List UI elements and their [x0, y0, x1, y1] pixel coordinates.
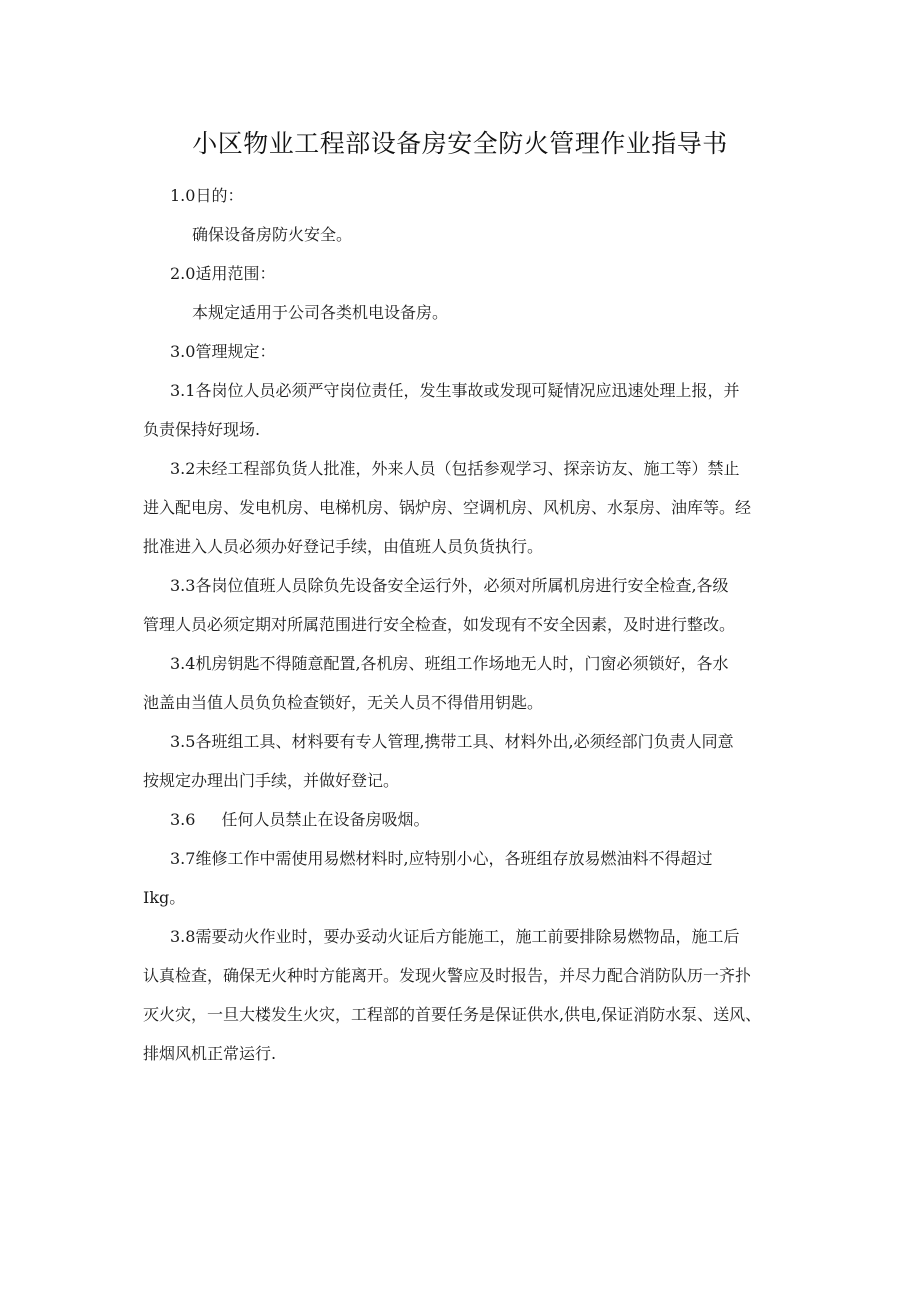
- rule-3-2-line-2: 进入配电房、发电机房、电梯机房、锅炉房、空调机房、风机房、水泵房、油库等。经: [143, 498, 752, 517]
- rules-heading: 3.0管理规定：: [170, 342, 276, 361]
- purpose-text: 确保设备房防火安全。: [192, 225, 353, 244]
- rule-3-7-line-2: Ikg。: [143, 888, 186, 907]
- rule-3-1-line-1: 3.1各岗位人员必须严守岗位责任，发生事故或发现可疑情况应迅速处理上报，并: [170, 381, 740, 400]
- rule-3-6: [143, 800, 783, 839]
- document-body: [143, 176, 783, 1073]
- rule-3-4-line-1: 3.4机房钥匙不得随意配置,各机房、班组工作场地无人时，门窗必须锁好，各水: [170, 654, 729, 673]
- scope-heading: 2.0适用范围：: [170, 264, 276, 283]
- rule-3-4-line-2: 池盖由当值人员负负检查锁好，无关人员不得借用钥匙。: [143, 693, 544, 712]
- rule-3-8-line-2: 认真检查，确保无火种时方能离开。发现火警应及时报告，并尽力配合消防队历一齐扑: [143, 966, 752, 985]
- rule-3-2-line-1: 3.2未经工程部负货人批准，外来人员（包括参观学习、探亲访友、施工等）禁止: [170, 459, 740, 478]
- rule-3-3-line-2: 管理人员必须定期对所属范围进行安全检查，如发现有不安全因素，及时进行整改。: [143, 615, 736, 634]
- rule-3-5-line-1: 3.5各班组工具、材料要有专人管理,携带工具、材料外出,必须经部门负责人同意: [170, 732, 734, 751]
- rule-3-1-line-2: 负责保持好现场.: [143, 420, 261, 439]
- rule-3-8-line-3: 灭火灾，一旦大楼发生火灾，工程部的首要任务是保证供水,供电,保证消防水泵、送风、: [143, 1005, 762, 1024]
- rule-3-2-line-3: 批准进入人员必须办好登记手续，由值班人员负货执行。: [143, 537, 544, 556]
- rule-3-5-line-2: 按规定办理出门手续，并做好登记。: [143, 771, 400, 790]
- scope-text: 本规定适用于公司各类机电设备房。: [192, 303, 449, 322]
- rule-3-3-line-1: 3.3各岗位值班人员除负先设备安全运行外，必须对所属机房进行安全检查,各级: [170, 576, 729, 595]
- rule-3-6-text: 任何人员禁止在设备房吸烟。: [221, 810, 430, 829]
- purpose-heading: 1.0日的：: [170, 186, 244, 205]
- rule-3-6-number: 3.6: [170, 810, 196, 829]
- document-title: 小区物业工程部设备房安全防火管理作业指导书: [192, 129, 728, 158]
- rule-3-8-line-4: 排烟风机正常运行.: [143, 1044, 277, 1063]
- rule-3-7-line-1: 3.7维修工作中需使用易燃材料时,应特别小心，各班组存放易燃油料不得超过: [170, 849, 713, 868]
- rule-3-8-line-1: 3.8需要动火作业时，要办妥动火证后方能施工，施工前要排除易燃物品，施工后: [170, 927, 740, 946]
